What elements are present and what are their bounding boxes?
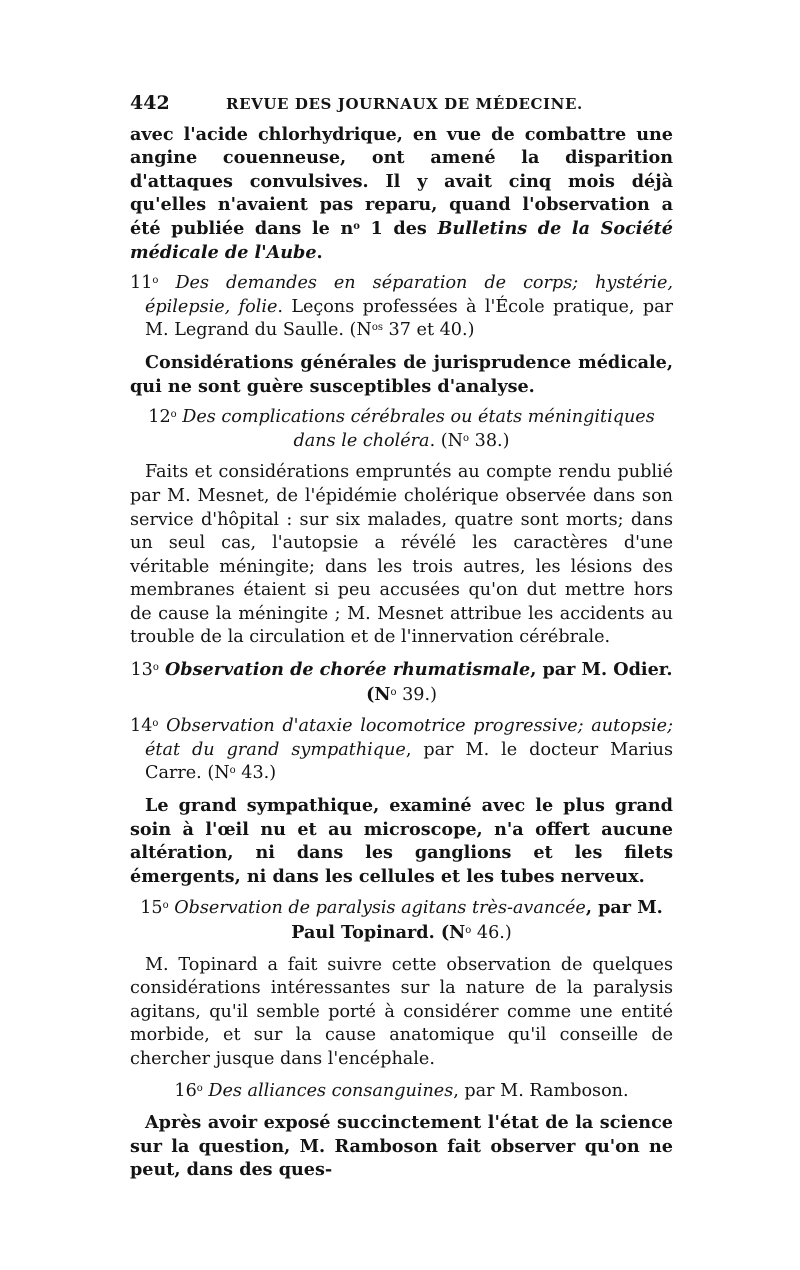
item-12-heading: 12$^o$ Des complications cérébrales ou états méningitiques dans le choléra. ($N^o$ 38.) <box>148 407 655 451</box>
item-13-heading: 13$^o$ Observation de chorée rhumatismale, par M. Odier. ($N^o$ 39.) <box>130 659 673 705</box>
item-11-heading: 11$^o$ Des demandes en séparation de corps; hystérie, épilepsie, folie. Leçons professées à l'École pratique, par M. Legrand du Saulle. ($N^{os}$ 37 et 40.) <box>130 273 673 341</box>
item-14-heading: 14$^o$ Observation d'ataxie locomotrice progressive; autopsie; état du grand sympathique, par M. le docteur Marius Carre. ($N^o$ 43.) <box>130 716 674 784</box>
item-16-summary: Après avoir exposé succinctement l'état de la science sur la question, M. Ramboson fait observer qu'on ne peut, dans des ques- <box>130 1112 673 1181</box>
item-16-heading: 16$^o$ Des alliances consanguines, par M. Ramboson. <box>174 1080 629 1101</box>
page-number: 442 <box>130 92 170 114</box>
continuation-paragraph: avec l'acide chlorhydrique, en vue de combattre une angine couenneuse, ont amené la disparition d'attaques convulsives. Il y avait cinq mois déjà qu'elles n'avaient pas reparu, quand l'observation a été publiée dans le $n^o$ 1 des Bulletins de la Société médicale de l'Aube. <box>130 123 673 263</box>
item-11-summary: Considérations générales de jurisprudence médicale, qui ne sont guère susceptibles d'analyse. <box>130 351 673 397</box>
item-12-summary: Faits et considérations empruntés au compte rendu publié par M. Mesnet, de l'épidémie cholérique observée dans son service d'hôpital : sur six malades, quatre sont morts; dans un seul cas, l'autopsie a révélé les caractères d'une véritable méningite; dans les trois autres, les lésions des membranes étaient si peu accusées qu'on dut mettre hors de cause la méningite ; M. Mesnet attribue les accidents au trouble de la circulation et de l'innervation cérébrale. <box>130 462 673 648</box>
item-15-summary: M. Topinard a fait suivre cette observation de quelques considérations intéressantes sur la nature de la paralysis agitans, qu'il semble porté à considérer comme une entité morbide, et sur la cause anatomique qu'il conseille de chercher jusque dans l'encéphale. <box>130 954 673 1069</box>
item-14-summary: Le grand sympathique, examiné avec le plus grand soin à l'œil nu et au microscope, n'a offert aucune altération, ni dans les ganglions et les filets émergents, ni dans les cellules et les tubes nerveux. <box>130 795 673 887</box>
page-body <box>130 92 673 1182</box>
item-15-heading: 15$^o$ Observation de paralysis agitans très-avancée, par M. Paul Topinard. ($N^o$ 46.) <box>140 897 663 943</box>
page-header <box>130 92 673 117</box>
running-title: REVUE DES JOURNAUX DE MÉDECINE. <box>226 95 583 113</box>
